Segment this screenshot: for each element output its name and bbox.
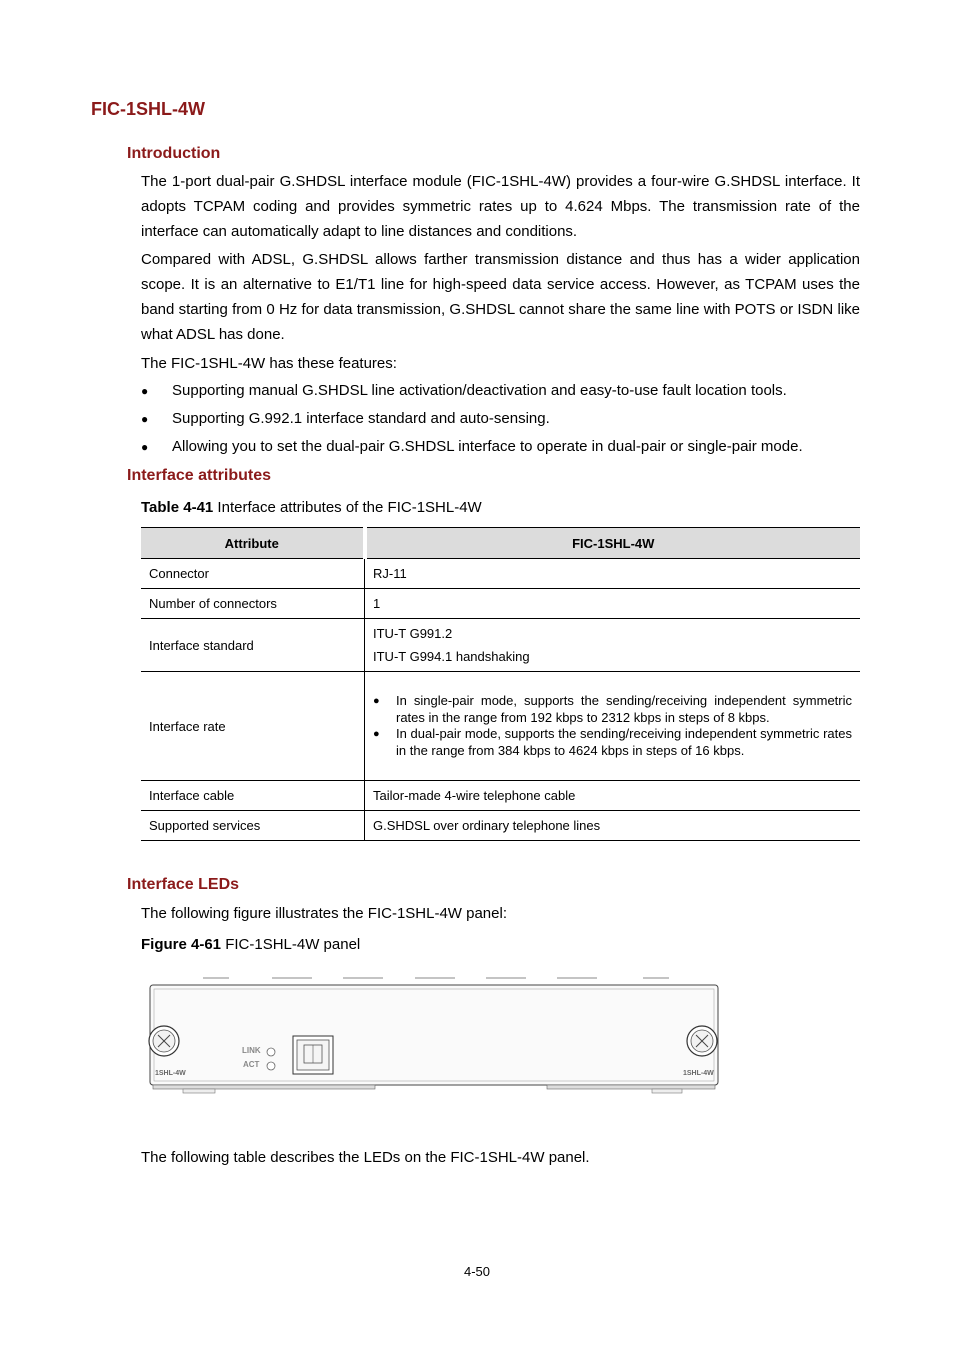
attribute-value: [365, 672, 861, 781]
table-caption: [141, 499, 482, 516]
right-screw-icon: [687, 1026, 717, 1056]
link-led-icon: [267, 1048, 275, 1056]
leds-paragraph-1: The following figure illustrates the FIC-1SHL-4W panel:: [141, 905, 507, 922]
table-row: [141, 619, 860, 672]
left-screw-icon: [149, 1026, 179, 1056]
attribute-name: Connector: [141, 559, 365, 589]
panel-model-label-left: 1SHL-4W: [155, 1070, 186, 1077]
column-header-model: FIC-1SHL-4W: [365, 528, 861, 559]
attribute-value: Tailor-made 4-wire telephone cable: [365, 781, 861, 811]
table-row: [141, 811, 860, 841]
bullet-icon: ●: [141, 440, 149, 454]
table-row: [141, 672, 860, 781]
intro-paragraph-1: The 1-port dual-pair G.SHDSL interface module (FIC-1SHL-4W) provides a four-wire G.SHDSL interface. It adopts TCPAM coding and provides symmetric rates up to 4.624 Mbps. The transmission rate of the interface can automatically adapt to line distances and conditions.: [141, 173, 860, 240]
figure-caption-number: Figure 4-61: [141, 936, 222, 953]
interface-attributes-table: [141, 527, 860, 841]
link-led-label: LINK: [242, 1046, 261, 1055]
panel-drawing: [145, 973, 725, 1098]
section-heading-introduction: Introduction: [127, 145, 221, 162]
intro-paragraph-2: Compared with ADSL, G.SHDSL allows farther transmission distance and thus has a wider application scope. It is an alternative to E1/T1 line for high-speed data service access. However, as TCPAM uses the band starting from 0 Hz for data transmission, G.SHDSL cannot share the same line with POTS or ISDN like what ADSL has done.: [141, 251, 860, 343]
bullet-icon: ●: [141, 384, 149, 398]
attribute-name: Interface cable: [141, 781, 365, 811]
figure-caption-text: FIC-1SHL-4W panel: [221, 936, 361, 953]
page-number: 4-50: [463, 1264, 491, 1279]
attribute-name: Interface rate: [141, 672, 365, 781]
feature-text: Allowing you to set the dual-pair G.SHDSL interface to operate in dual-pair or single-pair mode.: [172, 438, 803, 455]
rate-list-item: [373, 726, 852, 759]
figure-caption: [141, 936, 360, 953]
rate-list: [373, 693, 852, 759]
table-row: [141, 589, 860, 619]
table-row: [141, 781, 860, 811]
panel-model-label-right: 1SHL-4W: [683, 1070, 714, 1077]
feature-text: Supporting G.992.1 interface standard and auto-sensing.: [172, 410, 550, 427]
section-heading-interface-attributes: Interface attributes: [127, 467, 272, 484]
bullet-icon: ●: [373, 695, 380, 707]
standard-line: ITU-T G994.1 handshaking: [373, 649, 530, 664]
attribute-name: Supported services: [141, 811, 365, 841]
bullet-icon: ●: [141, 412, 149, 426]
bullet-icon: ●: [373, 728, 380, 740]
intro-paragraph-3: The FIC-1SHL-4W has these features:: [141, 355, 397, 372]
column-header-attribute: Attribute: [141, 528, 365, 559]
feature-list-item: [141, 409, 550, 429]
feature-list-item: [141, 381, 787, 401]
feature-text: Supporting manual G.SHDSL line activation/deactivation and easy-to-use fault location tools.: [172, 382, 787, 399]
feature-list-item: [141, 437, 803, 457]
panel-figure: [145, 973, 725, 1098]
table-caption-number: Table 4-41: [141, 499, 214, 516]
section-heading-interface-leds: Interface LEDs: [127, 876, 240, 893]
attribute-value: G.SHDSL over ordinary telephone lines: [365, 811, 861, 841]
rj11-port-icon: [293, 1036, 333, 1074]
rate-text: In dual-pair mode, supports the sending/receiving independent symmetric rates in the range from 384 kbps to 4624 kbps in steps of 16 kbps.: [396, 726, 852, 758]
standard-line: ITU-T G991.2: [373, 626, 453, 641]
attribute-value: 1: [365, 589, 861, 619]
table-caption-text: Interface attributes of the FIC-1SHL-4W: [213, 499, 482, 516]
table-header-row: [141, 528, 860, 559]
leds-paragraph-2: The following table describes the LEDs on the FIC-1SHL-4W panel.: [141, 1149, 590, 1166]
attribute-name: Interface standard: [141, 619, 365, 672]
act-led-label: ACT: [243, 1060, 260, 1069]
act-led-icon: [267, 1062, 275, 1070]
attribute-value: [365, 619, 861, 672]
rate-text: In single-pair mode, supports the sending/receiving independent symmetric rates in the range from 192 kbps to 2312 kbps in steps of 8 kbps.: [396, 693, 852, 725]
attribute-value: RJ-11: [365, 559, 861, 589]
page-title: FIC-1SHL-4W: [91, 99, 205, 119]
rate-list-item: [373, 693, 852, 726]
attribute-name: Number of connectors: [141, 589, 365, 619]
table-row: [141, 559, 860, 589]
